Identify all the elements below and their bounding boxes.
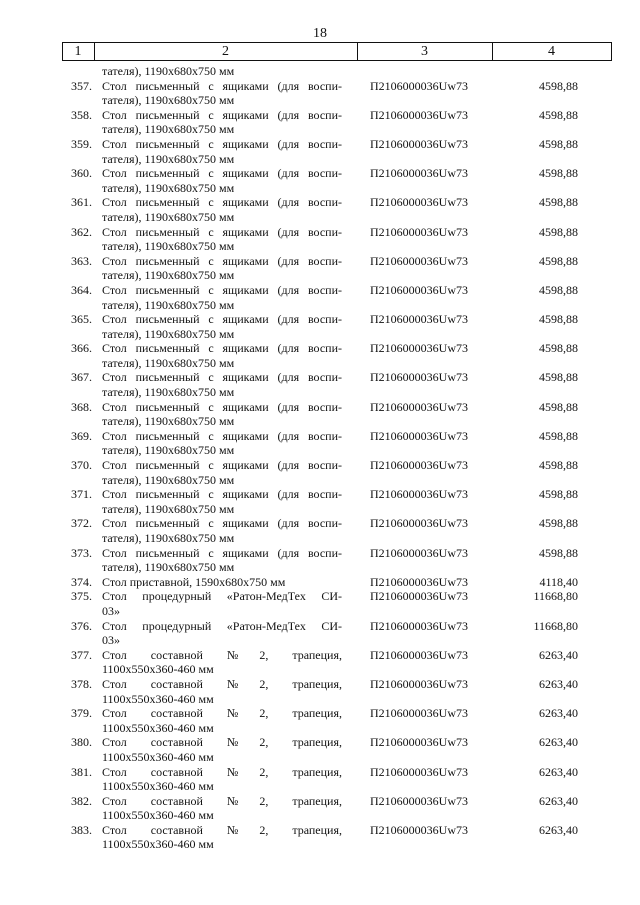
row-code: П2106000036Uw73 [370,428,468,443]
row-price: 6263,40 [539,706,578,721]
row-description [102,648,342,677]
row-price: 4598,88 [539,428,578,443]
description-line: Стол письменный с ящиками (для воспи- [102,107,342,122]
row-description [102,166,342,195]
description-line: тателя), 1190x680x750 мм [102,122,235,137]
row-number: 365. [71,312,92,327]
table-row [0,575,640,590]
row-code: П2106000036Uw73 [370,589,468,604]
row-description [102,765,342,794]
row-description [102,487,342,516]
row-code: П2106000036Uw73 [370,618,468,633]
row-description [102,312,342,341]
description-line: Стол составной №2, трапеция, [102,647,342,662]
row-price: 4598,88 [539,282,578,297]
row-number: 376. [71,618,92,633]
row-number: 375. [71,589,92,604]
row-description [102,619,342,648]
description-line: Стол составной №2, трапеция, [102,676,342,691]
row-description [102,283,342,312]
row-number: 372. [71,516,92,531]
description-line: Стол письменный с ящиками (для воспи- [102,195,342,210]
row-price: 4598,88 [539,195,578,210]
row-price: 4598,88 [539,224,578,239]
description-line: тателя), 1190x680x750 мм [102,414,235,429]
row-price: 4598,88 [539,399,578,414]
description-line: Стол письменный с ящиками (для воспи- [102,341,342,356]
description-line: Стол письменный с ящиками (для воспи- [102,224,342,239]
description-line: тателя), 1190x680x750 мм [102,472,235,487]
row-code: П2106000036Uw73 [370,822,468,837]
row-description [102,458,342,487]
row-description [102,589,342,618]
row-number: 366. [71,341,92,356]
row-price: 6263,40 [539,764,578,779]
row-code: П2106000036Uw73 [370,78,468,93]
row-price: 4598,88 [539,341,578,356]
row-code: П2106000036Uw73 [370,676,468,691]
row-description [102,546,342,575]
row-price: 4598,88 [539,107,578,122]
description-line: Стол составной №2, трапеция, [102,706,342,721]
row-number: 361. [71,195,92,210]
row-number: 359. [71,136,92,151]
description-line: Стол письменный с ящиками (для воспи- [102,282,342,297]
description-line: 1100x550x360-460 мм [102,779,214,794]
row-code: П2106000036Uw73 [370,706,468,721]
row-description [102,794,342,823]
row-price: 4598,88 [539,370,578,385]
description-line: 1100x550x360-460 мм [102,691,214,706]
row-price: 6263,40 [539,676,578,691]
description-line: Стол письменный с ящиками (для воспи- [102,399,342,414]
row-price: 4598,88 [539,458,578,473]
row-number: 381. [71,764,92,779]
description-line: Стол письменный с ящиками (для воспи- [102,545,342,560]
description-line: 1100x550x360-460 мм [102,837,214,852]
row-code: П2106000036Uw73 [370,136,468,151]
row-code: П2106000036Uw73 [370,166,468,181]
row-number: 357. [71,78,92,93]
header-col-3: 3 [421,44,428,59]
row-code: П2106000036Uw73 [370,735,468,750]
description-line: тателя), 1190x680x750 мм [102,151,235,166]
description-line: тателя), 1190x680x750 мм [102,180,235,195]
table-row [0,706,640,735]
description-line: 03» [102,603,120,618]
row-description [102,400,342,429]
table-body [0,64,640,852]
row-code: П2106000036Uw73 [370,195,468,210]
row-number: 383. [71,822,92,837]
row-number: 363. [71,253,92,268]
table-row [0,137,640,166]
row-description [102,79,342,108]
row-code: П2106000036Uw73 [370,793,468,808]
description-line: тателя), 1190x680x750 мм [102,326,235,341]
table-row [0,195,640,224]
row-number: 364. [71,282,92,297]
description-line: тателя), 1190x680x750 мм [102,560,235,575]
row-price: 4598,88 [539,136,578,151]
row-description [102,254,342,283]
description-line: 1100x550x360-460 мм [102,808,214,823]
description-line: 1100x550x360-460 мм [102,662,214,677]
description-line: Стол письменный с ящиками (для воспи- [102,312,342,327]
row-number: 374. [71,574,92,589]
table-row [0,108,640,137]
row-code: П2106000036Uw73 [370,458,468,473]
row-code: П2106000036Uw73 [370,574,468,589]
row-code: П2106000036Uw73 [370,647,468,662]
row-code: П2106000036Uw73 [370,764,468,779]
description-line: 1100x550x360-460 мм [102,720,214,735]
description-line: Стол составной №2, трапеция, [102,822,342,837]
row-price: 4598,88 [539,78,578,93]
row-code: П2106000036Uw73 [370,399,468,414]
description-line: Стол составной №2, трапеция, [102,793,342,808]
description-line: 1100x550x360-460 мм [102,749,214,764]
row-code: П2106000036Uw73 [370,370,468,385]
row-code: П2106000036Uw73 [370,107,468,122]
table-row [0,370,640,399]
row-price: 6263,40 [539,822,578,837]
row-description [102,341,342,370]
row-price: 4598,88 [539,253,578,268]
row-number: 360. [71,166,92,181]
table-header [62,42,612,61]
row-description [102,575,342,590]
row-number: 382. [71,793,92,808]
row-description [102,823,342,852]
row-number: 371. [71,487,92,502]
table-row [0,166,640,195]
row-price: 6263,40 [539,793,578,808]
table-row [0,487,640,516]
row-price: 4598,88 [539,516,578,531]
table-row [0,823,640,852]
table-row [0,254,640,283]
row-number: 373. [71,545,92,560]
row-description [102,735,342,764]
row-description [102,108,342,137]
table-row [0,341,640,370]
header-col-2: 2 [222,44,229,59]
continuation-row [0,64,640,79]
table-row [0,225,640,254]
table-row [0,312,640,341]
row-code: П2106000036Uw73 [370,341,468,356]
description-line: тателя), 1190x680x750 мм [102,297,235,312]
header-divider [611,42,612,61]
page-number: 18 [313,26,327,41]
row-price: 4598,88 [539,487,578,502]
table-row [0,79,640,108]
row-number: 362. [71,224,92,239]
table-row [0,458,640,487]
description-line: Стол составной №2, трапеция, [102,735,342,750]
table-row [0,619,640,648]
row-price: 4598,88 [539,312,578,327]
row-number: 377. [71,647,92,662]
row-number: 378. [71,676,92,691]
header-bottom-rule [62,60,612,61]
description-line: Стол процедурный «Ратон-МедТех СИ- [102,589,342,604]
table-row [0,283,640,312]
description-line: Стол письменный с ящиками (для воспи- [102,166,342,181]
description-line: Стол письменный с ящиками (для воспи- [102,253,342,268]
description-line: Стол письменный с ящиками (для воспи- [102,428,342,443]
continuation-text: тателя), 1190x680x750 мм [102,64,235,78]
row-number: 368. [71,399,92,414]
row-code: П2106000036Uw73 [370,516,468,531]
table-row [0,546,640,575]
description-line: тателя), 1190x680x750 мм [102,209,235,224]
row-number: 369. [71,428,92,443]
row-description [102,516,342,545]
description-line: Стол письменный с ящиками (для воспи- [102,516,342,531]
description-line: Стол составной №2, трапеция, [102,764,342,779]
row-description [102,706,342,735]
row-code: П2106000036Uw73 [370,224,468,239]
description-line: тателя), 1190x680x750 мм [102,93,235,108]
description-line: тателя), 1190x680x750 мм [102,501,235,516]
table-row [0,794,640,823]
table-row [0,765,640,794]
table-row [0,429,640,458]
table-row [0,400,640,429]
row-code: П2106000036Uw73 [370,253,468,268]
description-line: Стол письменный с ящиками (для воспи- [102,136,342,151]
header-col-4: 4 [548,44,555,59]
description-line: 03» [102,633,120,648]
description-line: тателя), 1190x680x750 мм [102,355,235,370]
description-line: тателя), 1190x680x750 мм [102,531,235,545]
description-line: тателя), 1190x680x750 мм [102,385,235,400]
description-line: тателя), 1190x680x750 мм [102,239,235,254]
row-price: 11668,80 [533,618,578,633]
description-line: тателя), 1190x680x750 мм [102,268,235,283]
row-price: 6263,40 [539,647,578,662]
row-price: 11668,80 [533,589,578,604]
row-code: П2106000036Uw73 [370,545,468,560]
row-price: 4598,88 [539,545,578,560]
description-line: Стол письменный с ящиками (для воспи- [102,78,342,93]
row-code: П2106000036Uw73 [370,282,468,297]
description-line: Стол процедурный «Ратон-МедТех СИ- [102,618,342,633]
description-line: Стол письменный с ящиками (для воспи- [102,458,342,473]
row-number: 380. [71,735,92,750]
row-description [102,429,342,458]
row-code: П2106000036Uw73 [370,312,468,327]
row-description [102,370,342,399]
row-description [102,225,342,254]
row-price: 4598,88 [539,166,578,181]
row-number: 358. [71,107,92,122]
table-row [0,677,640,706]
row-description [102,677,342,706]
table-row [0,735,640,764]
row-description [102,195,342,224]
row-code: П2106000036Uw73 [370,487,468,502]
description-line: Стол приставной, 1590x680x750 мм [102,574,286,589]
description-line: Стол письменный с ящиками (для воспи- [102,370,342,385]
table-row [0,516,640,545]
row-number: 379. [71,706,92,721]
table-row [0,648,640,677]
description-line: Стол письменный с ящиками (для воспи- [102,487,342,502]
row-number: 367. [71,370,92,385]
table-row [0,589,640,618]
row-price: 4118,40 [539,574,578,589]
row-price: 6263,40 [539,735,578,750]
description-line: тателя), 1190x680x750 мм [102,443,235,458]
row-number: 370. [71,458,92,473]
row-description [102,137,342,166]
header-col-1: 1 [74,44,82,59]
